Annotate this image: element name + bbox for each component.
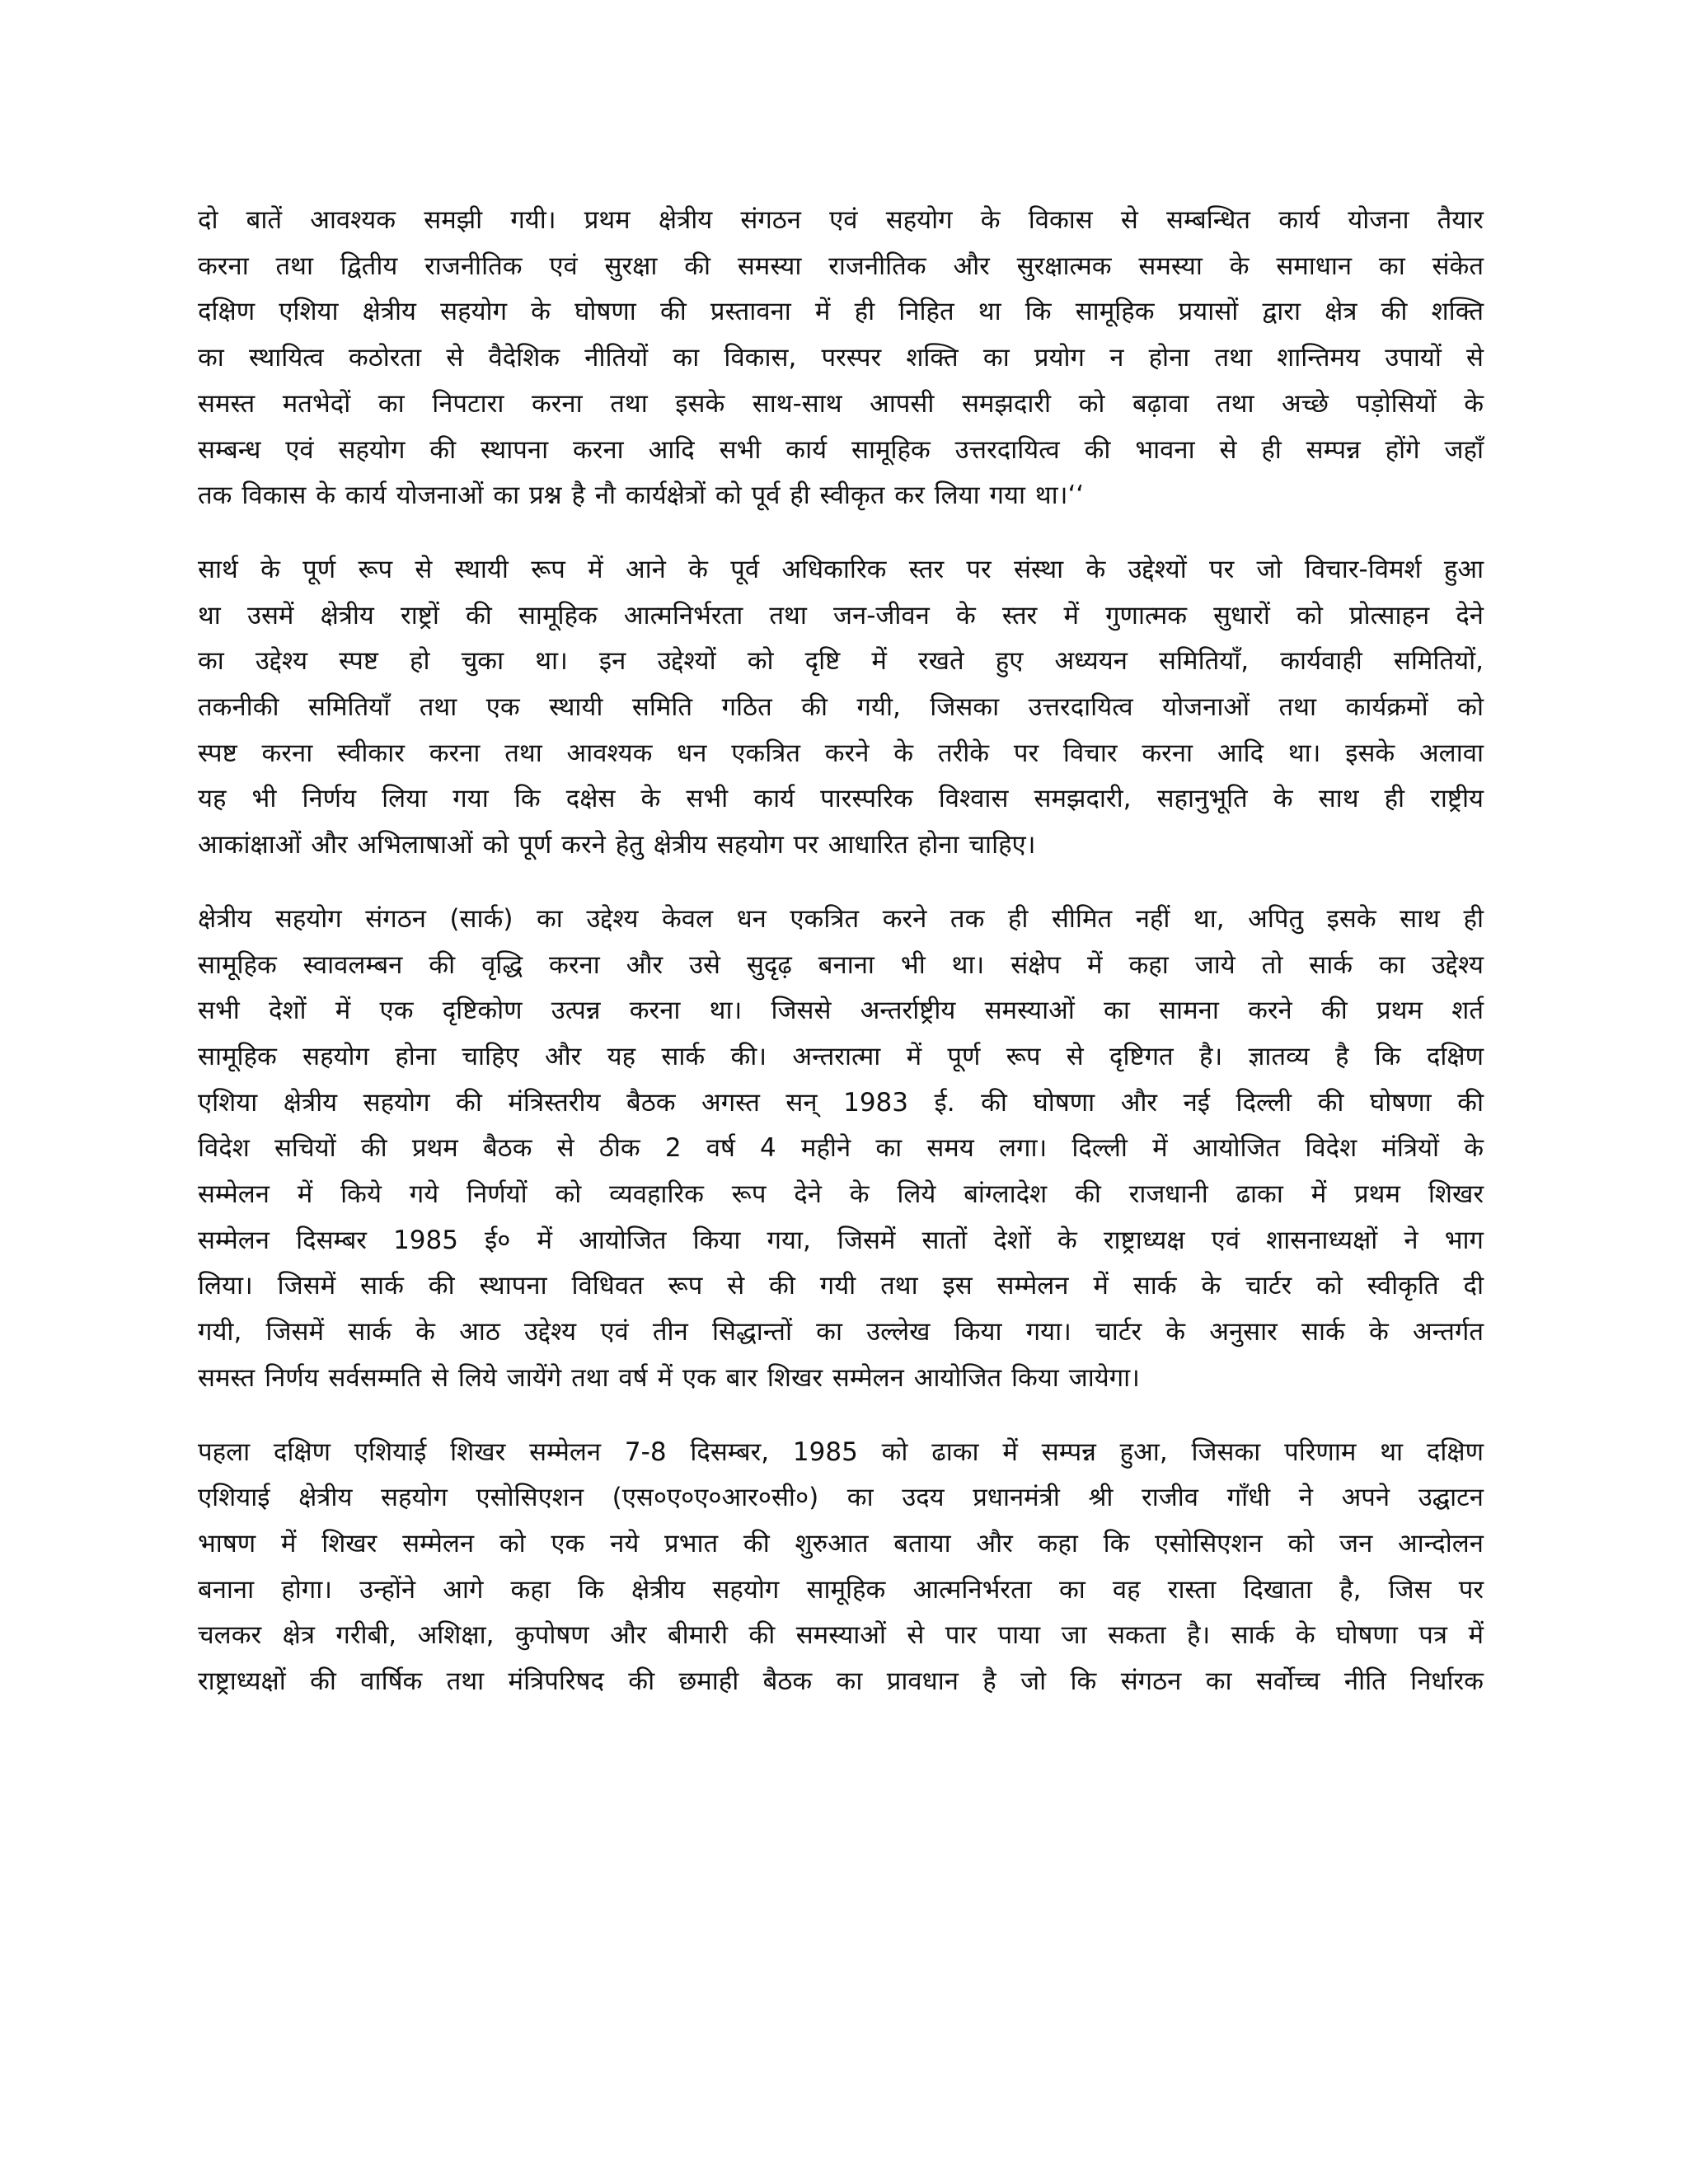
paragraph-3: [198, 897, 1484, 1402]
text-line: दक्षिण एशिया क्षेत्रीय सहयोग के घोषणा की प्रस्तावना में ही निहित था कि सामूहिक प्रयासों द्वारा क्षेत्र की शक्ति: [198, 297, 1484, 327]
text-line: सभी देशों में एक दृष्टिकोण उत्पन्न करना था। जिससे अन्तर्राष्ट्रीय समस्याओं का सामना करने की प्रथम शर्त: [198, 996, 1484, 1026]
text-line: तक विकास के कार्य योजनाओं का प्रश्न है नौ कार्यक्षेत्रों को पूर्व ही स्वीकृत कर लिया गया था।‘‘: [198, 480, 1085, 511]
text-line: सामूहिक सहयोग होना चाहिए और यह सार्क की। अन्तरात्मा में पूर्ण रूप से दृष्टिगत है। ज्ञातव्य है कि दक्षिण: [198, 1041, 1484, 1071]
text-line: यह भी निर्णय लिया गया कि दक्षेस के सभी कार्य पारस्परिक विश्वास समझदारी, सहानुभूति के साथ ही राष्ट्रीय: [198, 784, 1484, 814]
text-line: सम्बन्ध एवं सहयोग की स्थापना करना आदि सभी कार्य सामूहिक उत्तरदायित्व की भावना से ही सम्पन्न होंगे जहाँ: [198, 434, 1484, 465]
text-line: का उद्देश्य स्पष्ट हो चुका था। इन उद्देश्यों को दृष्टि में रखते हुए अध्ययन समितियाँ, कार्यवाही समितियों,: [198, 646, 1484, 677]
text-line: सम्मेलन दिसम्बर 1985 ई० में आयोजित किया गया, जिसमें सातों देशों के राष्ट्राध्यक्ष एवं शासनाध्यक्षों ने भाग: [198, 1225, 1484, 1255]
text-line: लिया। जिसमें सार्क की स्थापना विधिवत रूप से की गयी तथा इस सम्मेलन में सार्क के चार्टर को स्वीकृति दी: [198, 1271, 1484, 1301]
text-line: करना तथा द्वितीय राजनीतिक एवं सुरक्षा की समस्या राजनीतिक और सुरक्षात्मक समस्या के समाधान का संकेत: [198, 251, 1484, 281]
text-line: पहला दक्षिण एशियाई शिखर सम्मेलन 7-8 दिसम्बर, 1985 को ढाका में सम्पन्न हुआ, जिसका परिणाम था दक्षिण: [198, 1436, 1484, 1467]
text-line: भाषण में शिखर सम्मेलन को एक नये प्रभात की शुरुआत बताया और कहा कि एसोसिएशन को जन आन्दोलन: [198, 1528, 1484, 1558]
paragraph-2: [198, 547, 1484, 869]
paragraph-1: [198, 198, 1484, 519]
text-line: दो बातें आवश्यक समझी गयी। प्रथम क्षेत्रीय संगठन एवं सहयोग के विकास से सम्बन्धित कार्य योजना तैयार: [198, 205, 1484, 235]
text-line: एशियाई क्षेत्रीय सहयोग एसोसिएशन (एस०ए०ए०आर०सी०) का उदय प्रधानमंत्री श्री राजीव गाँधी ने अपने उद्घाटन: [198, 1483, 1484, 1513]
text-line: समस्त निर्णय सर्वसम्मति से लिये जायेंगे तथा वर्ष में एक बार शिखर सम्मेलन आयोजित किया जायेगा।: [198, 1362, 1140, 1393]
text-line: का स्थायित्व कठोरता से वैदेशिक नीतियों का विकास, परस्पर शक्ति का प्रयोग न होना तथा शान्तिमय उपायों से: [198, 343, 1484, 373]
paragraph-4: [198, 1430, 1484, 1705]
text-line: आकांक्षाओं और अभिलाषाओं को पूर्ण करने हेतु क्षेत्रीय सहयोग पर आधारित होना चाहिए।: [198, 830, 1036, 860]
text-line: था उसमें क्षेत्रीय राष्ट्रों की सामूहिक आत्मनिर्भरता तथा जन-जीवन के स्तर में गुणात्मक सुधारों को प्रोत्साहन देने: [198, 600, 1484, 630]
text-line: विदेश सचियों की प्रथम बैठक से ठीक 2 वर्ष 4 महीने का समय लगा। दिल्ली में आयोजित विदेश मंत्रियों के: [198, 1133, 1484, 1164]
text-line: सार्थ के पूर्ण रूप से स्थायी रूप में आने के पूर्व अधिकारिक स्तर पर संस्था के उद्देश्यों पर जो विचार-विमर्श हुआ: [198, 554, 1484, 584]
text-line: एशिया क्षेत्रीय सहयोग की मंत्रिस्तरीय बैठक अगस्त सन् 1983 ई. की घोषणा और नई दिल्ली की घोषणा की: [198, 1087, 1484, 1118]
text-line: बनाना होगा। उन्होंने आगे कहा कि क्षेत्रीय सहयोग सामूहिक आत्मनिर्भरता का वह रास्ता दिखाता है, जिस पर: [198, 1574, 1484, 1605]
text-line: समस्त मतभेदों का निपटारा करना तथा इसके साथ-साथ आपसी समझदारी को बढ़ावा तथा अच्छे पड़ोसियों के: [198, 388, 1484, 419]
text-line: राष्ट्राध्यक्षों की वार्षिक तथा मंत्रिपरिषद की छमाही बैठक का प्रावधान है जो कि संगठन का सर्वोच्च नीति निर्धारक: [198, 1666, 1484, 1697]
text-line: सम्मेलन में किये गये निर्णयों को व्यवहारिक रूप देने के लिये बांग्लादेश की राजधानी ढाका में प्रथम शिखर: [198, 1179, 1484, 1210]
text-line: चलकर क्षेत्र गरीबी, अशिक्षा, कुपोषण और बीमारी की समस्याओं से पार पाया जा सकता है। सार्क के घोषणा पत्र में: [198, 1620, 1484, 1651]
text-line: स्पष्ट करना स्वीकार करना तथा आवश्यक धन एकत्रित करने के तरीके पर विचार करना आदि था। इसके अलावा: [198, 738, 1484, 768]
text-line: तकनीकी समितियाँ तथा एक स्थायी समिति गठित की गयी, जिसका उत्तरदायित्व योजनाओं तथा कार्यक्रमों को: [198, 692, 1484, 723]
text-line: क्षेत्रीय सहयोग संगठन (सार्क) का उद्देश्य केवल धन एकत्रित करने तक ही सीमित नहीं था, अपितु इसके साथ ही: [198, 903, 1484, 934]
document-page: [198, 198, 1484, 1733]
text-line: सामूहिक स्वावलम्बन की वृद्धि करना और उसे सुदृढ़ बनाना भी था। संक्षेप में कहा जाये तो सार्क का उद्देश्य: [198, 949, 1484, 980]
text-line: गयी, जिसमें सार्क के आठ उद्देश्य एवं तीन सिद्धान्तों का उल्लेख किया गया। चार्टर के अनुसार सार्क के अन्तर्गत: [198, 1317, 1484, 1347]
